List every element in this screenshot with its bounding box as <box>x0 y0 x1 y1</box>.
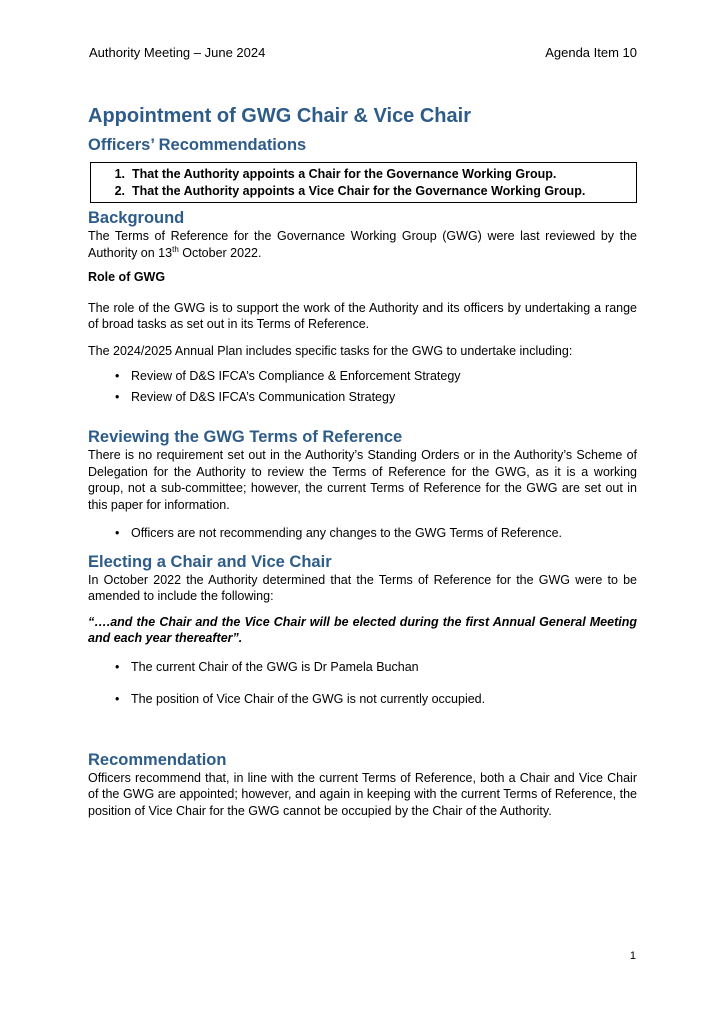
document-body <box>88 104 637 819</box>
recommendations-box <box>90 162 637 203</box>
recommendation-number: 2. <box>114 183 125 198</box>
annual-plan-paragraph: The 2024/2025 Annual Plan includes specific tasks for the GWG to undertake including: <box>88 343 573 358</box>
list-item: • Review of D&S IFCA’s Communication Strategy <box>115 389 396 404</box>
background-heading: Background <box>88 209 185 227</box>
bullet-icon: • <box>115 389 120 404</box>
terms-of-reference-quote: “….and the Chair and the Vice Chair will be elected during the first Annual General Meeting and each year thereafter”. <box>88 614 637 645</box>
reviewing-heading: Reviewing the GWG Terms of Reference <box>88 428 403 446</box>
electing-heading: Electing a Chair and Vice Chair <box>88 552 332 571</box>
header-agenda-item: Agenda Item 10 <box>545 45 637 60</box>
recommendation-item <box>97 166 630 183</box>
recommendation-item <box>97 183 630 200</box>
bullet-icon: • <box>115 659 120 674</box>
role-paragraph: The role of the GWG is to support the work of the Authority and its officers by undertaking a range of broad tasks as set out in its Terms of Reference. <box>88 300 637 331</box>
list-item: • Officers are not recommending any changes to the GWG Terms of Reference. <box>115 526 562 540</box>
electing-list <box>88 659 637 708</box>
annual-plan-task-list <box>88 368 637 405</box>
background-text-start: The Terms of Reference for the Governance Working Group (GWG) were last reviewed by the Authority on 13 <box>88 229 637 260</box>
recommendation-number: 1. <box>114 167 125 181</box>
list-item: • Review of D&S IFCA’s Compliance & Enforcement Strategy <box>115 369 461 383</box>
bullet-icon: • <box>115 369 120 383</box>
background-text-end: October 2022. <box>178 245 262 260</box>
page-number: 1 <box>629 950 636 962</box>
reviewing-paragraph: There is no requirement set out in the Authority’s Standing Orders or in the Authority’s Scheme of Delegation for the Authority to review the Terms of Reference for the GWG, as it is a working group, not a sub-committee; however, the current Terms of Reference for the GWG are set out in this paper for information. <box>88 448 637 512</box>
role-of-gwg-heading: Role of GWG <box>88 270 166 284</box>
date-ordinal-suffix: th <box>172 244 179 254</box>
bullet-icon: • <box>115 692 120 706</box>
list-item: • The position of Vice Chair of the GWG is not currently occupied. <box>115 692 486 706</box>
electing-paragraph: In October 2022 the Authority determined that the Terms of Reference for the GWG were to be amended to include the following: <box>88 572 637 603</box>
recommendation-heading: Recommendation <box>88 750 227 769</box>
header-meeting-title: Authority Meeting – June 2024 <box>89 45 266 60</box>
recommendation-text: That the Authority appoints a Chair for the Governance Working Group. <box>132 167 557 181</box>
list-item: • The current Chair of the GWG is Dr Pamela Buchan <box>115 659 419 674</box>
background-paragraph <box>88 228 637 261</box>
recommendation-text: That the Authority appoints a Vice Chair for the Governance Working Group. <box>132 183 586 198</box>
reviewing-list <box>88 525 637 542</box>
officers-recommendations-heading: Officers’ Recommendations <box>88 136 307 154</box>
bullet-icon: • <box>115 526 120 540</box>
recommendation-paragraph: Officers recommend that, in line with the current Terms of Reference, both a Chair and Vice Chair of the GWG are appointed; however, and again in keeping with the current Terms of Reference, the position of Vice Chair for the GWG cannot be occupied by the Chair of the Authority. <box>88 770 637 818</box>
page-title: Appointment of GWG Chair & Vice Chair <box>88 105 471 127</box>
